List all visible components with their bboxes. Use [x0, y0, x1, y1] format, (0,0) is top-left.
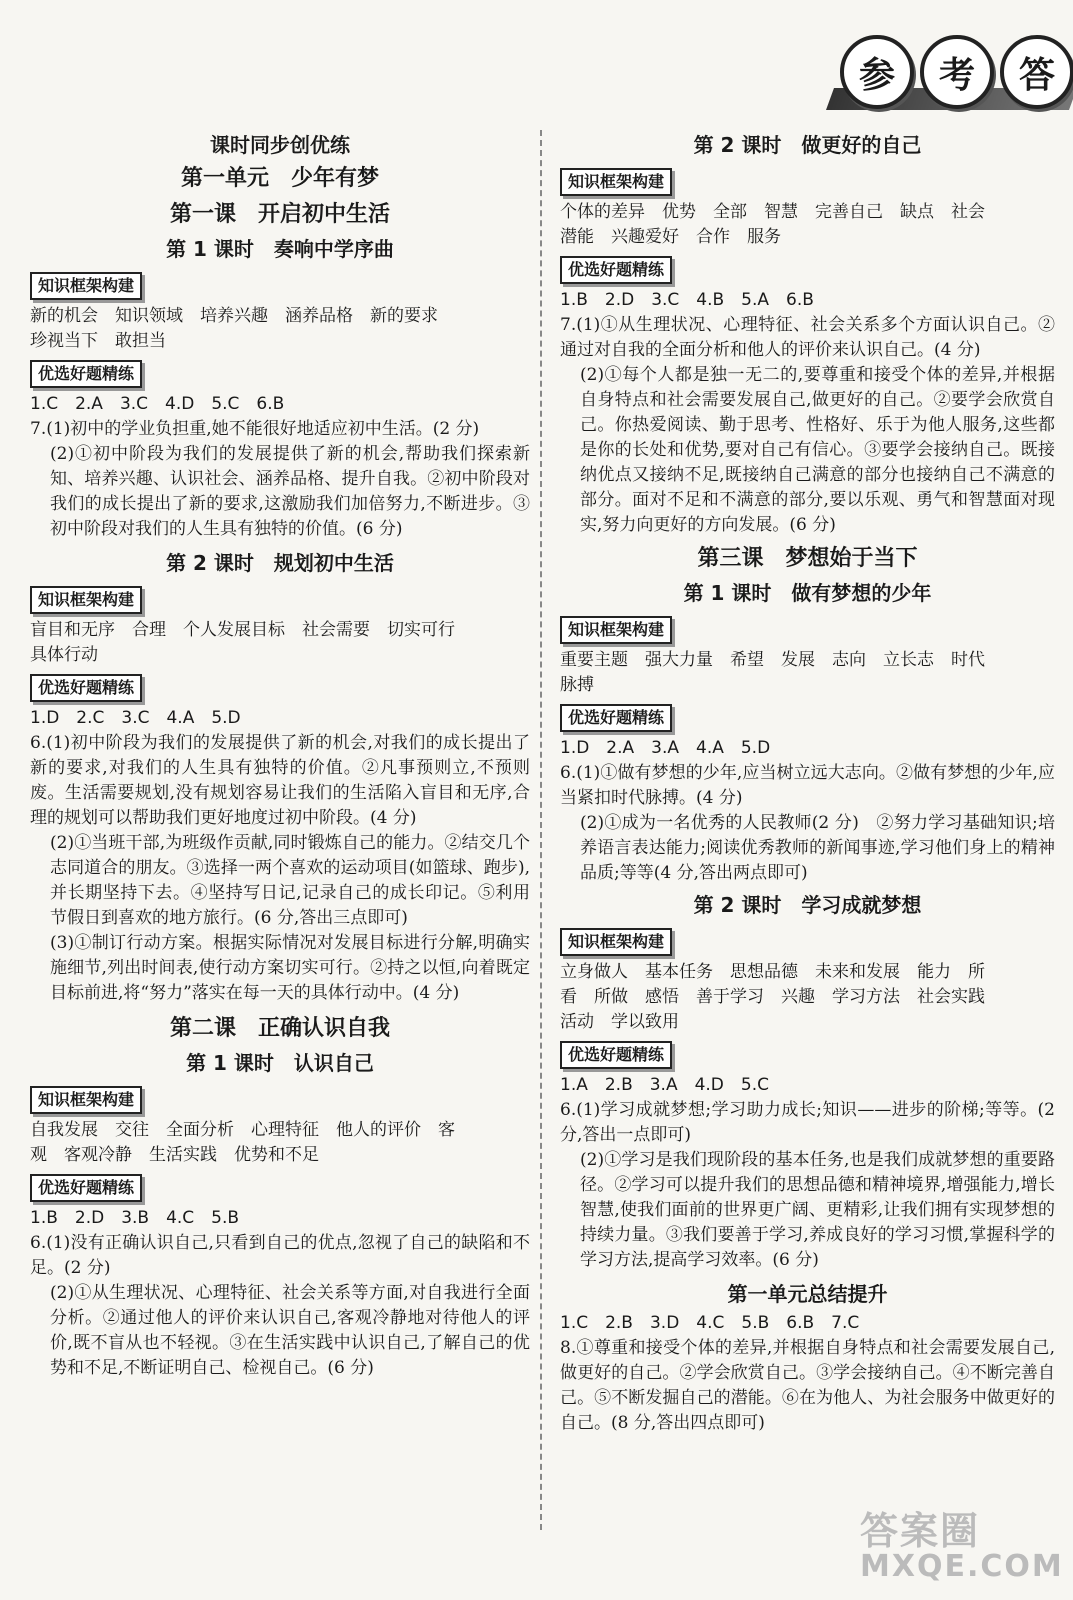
choice-answers: 1.A 2.B 3.A 4.D 5.C	[560, 1075, 769, 1095]
period-title: 第 2 课时 学习成就梦想	[693, 893, 922, 917]
answer-paragraph: (2)①当班干部,为班级作贡献,同时锻炼自己的能力。②结交几个志同道合的朋友。③选择一两个喜欢的运动项目(如篮球、跑步),并长期坚持下去。④坚持写日记,记录自己的成长印记。⑤利用节假日到喜欢的地方旅行。(6 分,答出三点即可)	[50, 833, 530, 928]
column-divider	[540, 130, 542, 1530]
choice-answers: 1.B 2.D 3.B 4.C 5.B	[30, 1208, 240, 1228]
summary-title: 第一单元总结提升	[727, 1282, 888, 1306]
keyword-line: 自我发展 交往 全面分析 心理特征 他人的评价 客	[30, 1120, 455, 1140]
answer-paragraph: (2)①学习是我们现阶段的基本任务,也是我们成就梦想的重要路径。②学习可以提升我们的思想品德和精神境界,增强能力,增长智慧,使我们面前的世界更广阔、更精彩,让我们拥有实现梦想的持续力量。③我们要善于学习,养成良好的学习习惯,掌握科学的学习方法,提高学习效率。(6 分)	[580, 1150, 1055, 1270]
banner-char-1: 参	[840, 35, 914, 109]
answer-paragraph: (2)①每个人都是独一无二的,要尊重和接受个体的差异,并根据自身特点和社会需要发展自己,做更好的自己。②要学会欣赏自己。你热爱阅读、勤于思考、性格好、乐于为他人服务,这些都是你的长处和优势,要对自己有信心。③要学会接纳自己。既接纳优点又接纳不足,既接纳自己满意的部分也接纳自己不满意的部分。面对不足和不满意的部分,要以乐观、勇气和智慧面对现实,努力向更好的方向发展。(6 分)	[580, 365, 1055, 535]
unit-title: 第一单元 少年有梦	[180, 166, 379, 191]
keyword-line: 盲目和无序 合理 个人发展目标 社会需要 切实可行	[30, 620, 455, 640]
keyword-line: 具体行动	[30, 645, 98, 665]
period-title: 第 2 课时 规划初中生活	[166, 551, 394, 575]
lesson-title: 第二课 正确认识自我	[169, 1016, 390, 1041]
section-label-exercises: 优选好题精练	[560, 704, 672, 732]
period-title: 第 1 课时 奏响中学序曲	[166, 237, 394, 261]
section-label-exercises: 优选好题精练	[560, 1041, 672, 1069]
section-label-framework: 知识框架构建	[560, 616, 672, 644]
lesson-title: 第一课 开启初中生活	[169, 202, 390, 227]
period-title: 第 1 课时 认识自己	[186, 1051, 374, 1075]
right-column	[560, 128, 1055, 1436]
keyword-line: 珍视当下 敢担当	[30, 331, 166, 351]
keyword-line: 新的机会 知识领域 培养兴趣 涵养品格 新的要求	[30, 306, 438, 326]
section-label-framework: 知识框架构建	[30, 1086, 142, 1114]
left-column	[30, 128, 530, 1381]
banner-circles	[840, 35, 1073, 109]
answer-paragraph: (2)①初中阶段为我们的发展提供了新的机会,帮助我们探索新知、培养兴趣、认识社会、涵养品格、提升自我。②初中阶段对我们的成长提出了新的要求,这激励我们加倍努力,不断进步。③初中阶段对我们的人生具有独特的价值。(6 分)	[50, 444, 530, 539]
answer-paragraph: (2)①成为一名优秀的人民教师(2 分) ②努力学习基础知识;培养语言表达能力;阅读优秀教师的新闻事迹,学习他们身上的精神品质;等等(4 分,答出两点即可)	[580, 813, 1055, 883]
section-label-framework: 知识框架构建	[30, 272, 142, 300]
answer-paragraph: 8.①尊重和接受个体的差异,并根据自身特点和社会需要发展自己,做更好的自己。②学会欣赏自己。③学会接纳自己。④不断完善自己。⑤不断发掘自己的潜能。⑥在为他人、为社会服务中做更好的自己。(8 分,答出四点即可)	[560, 1338, 1055, 1433]
keyword-line: 潜能 兴趣爱好 合作 服务	[560, 227, 781, 247]
answer-paragraph: (2)①从生理状况、心理特征、社会关系等方面,对自我进行全面分析。②通过他人的评价来认识自己,客观冷静地对待他人的评价,既不盲从也不轻视。③在生活实践中认识自己,了解自己的优势和不足,不断证明自己、检视自己。(6 分)	[50, 1283, 530, 1378]
watermark-url: MXQE.COM	[860, 1549, 1064, 1584]
answer-paragraph: 6.(1)初中阶段为我们的发展提供了新的机会,对我们的成长提出了新的要求,对我们的人生具有独特的价值。②凡事预则立,不预则废。生活需要规划,没有规划容易让我们的生活陷入盲目和无序,合理的规划可以帮助我们更好地度过初中阶段。(4 分)	[30, 733, 530, 828]
watermark-text: 答案圈	[860, 1509, 981, 1553]
section-label-framework: 知识框架构建	[560, 928, 672, 956]
choice-answers: 1.D 2.A 3.A 4.A 5.D	[560, 738, 771, 758]
section-label-framework: 知识框架构建	[30, 586, 142, 614]
keyword-line: 个体的差异 优势 全部 智慧 完善自己 缺点 社会	[560, 202, 985, 222]
answer-paragraph: (3)①制订行动方案。根据实际情况对发展目标进行分解,明确实施细节,列出时间表,使行动方案切实可行。②持之以恒,向着既定目标前进,将“努力”落实在每一天的具体行动中。(4 分)	[50, 933, 530, 1003]
keyword-line: 活动 学以致用	[560, 1012, 679, 1032]
keyword-line: 重要主题 强大力量 希望 发展 志向 立长志 时代	[560, 650, 985, 670]
banner-char-2: 考	[920, 35, 994, 109]
section-label-framework: 知识框架构建	[560, 168, 672, 196]
answer-paragraph: 6.(1)①做有梦想的少年,应当树立远大志向。②做有梦想的少年,应当紧扣时代脉搏。(4 分)	[560, 763, 1055, 808]
section-label-exercises: 优选好题精练	[30, 1174, 142, 1202]
choice-answers: 1.B 2.D 3.C 4.B 5.A 6.B	[560, 290, 814, 310]
answer-paragraph: 6.(1)学习成就梦想;学习助力成长;知识——进步的阶梯;等等。(2 分,答出一点即可)	[560, 1100, 1055, 1145]
answer-header-banner	[820, 30, 1073, 125]
choice-answers: 1.C 2.B 3.D 4.C 5.B 6.B 7.C	[560, 1313, 860, 1333]
keyword-line: 立身做人 基本任务 思想品德 未来和发展 能力 所	[560, 962, 985, 982]
choice-answers: 1.D 2.C 3.C 4.A 5.D	[30, 708, 241, 728]
keyword-line: 脉搏	[560, 675, 594, 695]
main-title: 课时同步创优练	[210, 133, 350, 157]
section-label-exercises: 优选好题精练	[30, 360, 142, 388]
answer-paragraph: 7.(1)初中的学业负担重,她不能很好地适应初中生活。(2 分)	[30, 419, 480, 439]
answer-paragraph: 7.(1)①从生理状况、心理特征、社会关系多个方面认识自己。②通过对自我的全面分析和他人的评价来认识自己。(4 分)	[560, 315, 1055, 360]
period-title: 第 1 课时 做有梦想的少年	[683, 581, 932, 605]
keyword-line: 观 客观冷静 生活实践 优势和不足	[30, 1145, 319, 1165]
period-title: 第 2 课时 做更好的自己	[693, 133, 922, 157]
keyword-line: 看 所做 感悟 善于学习 兴趣 学习方法 社会实践	[560, 987, 985, 1007]
section-label-exercises: 优选好题精练	[30, 674, 142, 702]
lesson-title: 第三课 梦想始于当下	[697, 546, 918, 571]
site-watermark	[860, 1500, 1064, 1584]
answer-paragraph: 6.(1)没有正确认识自己,只看到自己的优点,忽视了自己的缺陷和不足。(2 分)	[30, 1233, 530, 1278]
section-label-exercises: 优选好题精练	[560, 256, 672, 284]
choice-answers: 1.C 2.A 3.C 4.D 5.C 6.B	[30, 394, 285, 414]
banner-char-3: 答	[1000, 35, 1073, 109]
